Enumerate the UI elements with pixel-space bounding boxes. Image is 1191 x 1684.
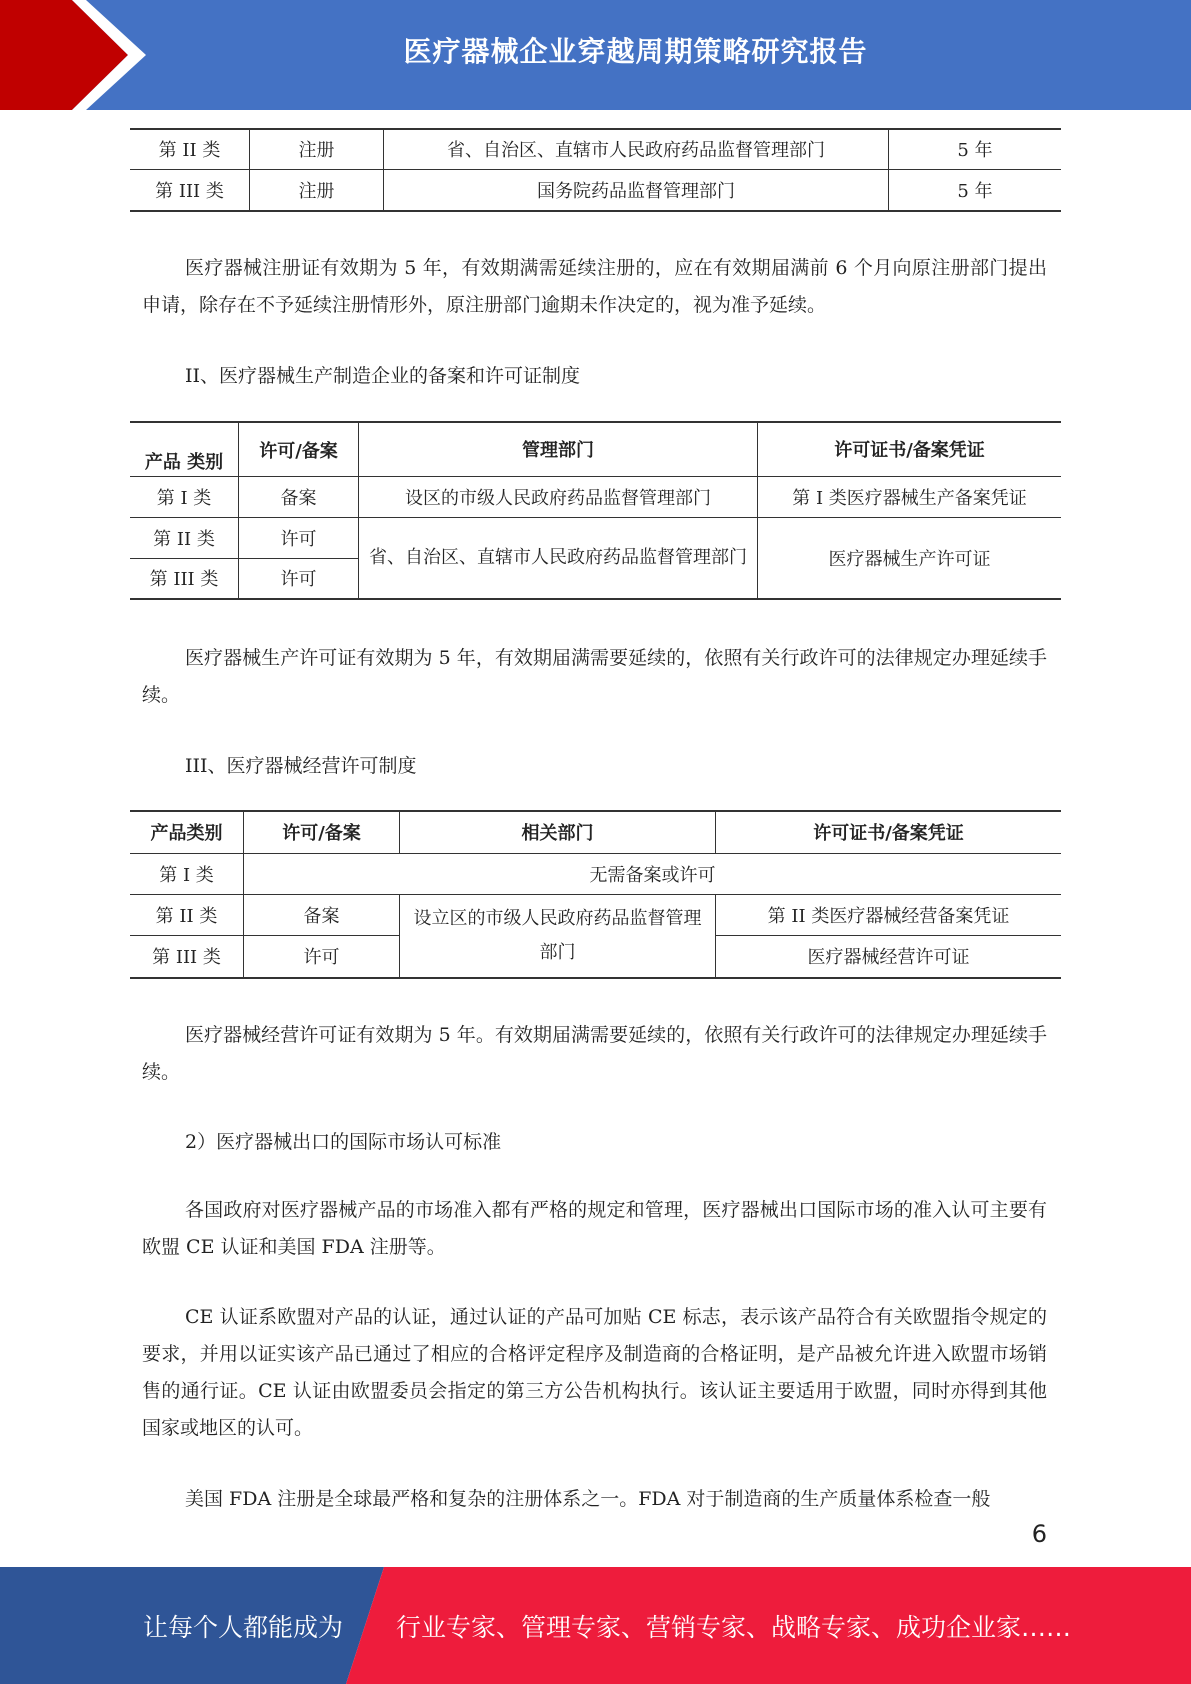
page-number: 6 bbox=[1031, 1520, 1047, 1548]
table-cell: 注册 bbox=[250, 169, 384, 211]
section-heading-production: II、医疗器械生产制造企业的备案和许可证制度 bbox=[185, 365, 581, 387]
table-cell: 设区的市级人民政府药品监督管理部门 bbox=[359, 476, 758, 517]
table-cell: 设立区的市级人民政府药品监督管理部门 bbox=[400, 894, 716, 978]
table-cell: 医疗器械生产许可证 bbox=[758, 517, 1062, 599]
table-cell: 省、自治区、直辖市人民政府药品监督管理部门 bbox=[359, 517, 758, 599]
table-header-row bbox=[130, 811, 1061, 853]
column-header: 许可/备案 bbox=[244, 811, 400, 853]
table-cell: 无需备案或许可 bbox=[244, 853, 1062, 894]
section-heading-operation: III、医疗器械经营许可制度 bbox=[185, 755, 417, 777]
table-cell: 备案 bbox=[244, 894, 400, 935]
table-row bbox=[130, 853, 1061, 894]
registration-table bbox=[130, 128, 1061, 212]
paragraph-production-validity: 医疗器械生产许可证有效期为 5 年，有效期届满需要延续的，依照有关行政许可的法律规定办理延续手续。 bbox=[142, 647, 1047, 706]
table-cell: 第 I 类 bbox=[130, 853, 244, 894]
table-cell: 5 年 bbox=[889, 129, 1062, 169]
production-license-table bbox=[130, 421, 1061, 600]
paragraph-fda-registration: 美国 FDA 注册是全球最严格和复杂的注册体系之一。FDA 对于制造商的生产质量体系检查一般 bbox=[185, 1488, 991, 1510]
column-header: 许可证书/备案凭证 bbox=[758, 422, 1062, 476]
footer-slogan-right: 行业专家、管理专家、营销专家、战略专家、成功企业家…… bbox=[396, 1613, 1072, 1642]
table-cell: 第 III 类 bbox=[130, 558, 239, 599]
table-cell: 第 II 类医疗器械经营备案凭证 bbox=[716, 894, 1062, 935]
report-title: 医疗器械企业穿越周期策略研究报告 bbox=[403, 35, 868, 68]
column-header: 管理部门 bbox=[359, 422, 758, 476]
table-cell: 第 II 类 bbox=[130, 517, 239, 558]
table-row bbox=[130, 129, 1061, 169]
operation-license-table bbox=[130, 810, 1061, 979]
table-cell: 5 年 bbox=[889, 169, 1062, 211]
table-row bbox=[130, 517, 1061, 558]
footer-slogan-left: 让每个人都能成为 bbox=[143, 1613, 344, 1642]
paragraph-operation-validity: 医疗器械经营许可证有效期为 5 年。有效期届满需要延续的，依照有关行政许可的法律规定办理延续手续。 bbox=[142, 1024, 1047, 1083]
table-cell: 注册 bbox=[250, 129, 384, 169]
table-cell: 第 III 类 bbox=[130, 169, 250, 211]
page-header bbox=[0, 0, 1191, 110]
paragraph-registration-validity: 医疗器械注册证有效期为 5 年，有效期满需延续注册的，应在有效期届满前 6 个月向原注册部门提出申请，除存在不予延续注册情形外，原注册部门逾期未作决定的，视为准予延续。 bbox=[142, 257, 1047, 316]
table-row bbox=[130, 169, 1061, 211]
paragraph-ce-certification: CE 认证系欧盟对产品的认证，通过认证的产品可加贴 CE 标志，表示该产品符合有关欧盟指令规定的要求，并用以证实该产品已通过了相应的合格评定程序及制造商的合格证明，是产品被允许进入欧盟市场销售的通行证。CE 认证由欧盟委员会指定的第三方公告机构执行。该认证主要适用于欧盟，同时亦得到其他国家或地区的认可。 bbox=[142, 1306, 1047, 1439]
table-cell: 第 I 类医疗器械生产备案凭证 bbox=[758, 476, 1062, 517]
table-cell: 许可 bbox=[239, 558, 359, 599]
column-header: 产品 类别 bbox=[130, 422, 239, 476]
column-header: 相关部门 bbox=[400, 811, 716, 853]
table-cell: 省、自治区、直辖市人民政府药品监督管理部门 bbox=[384, 129, 889, 169]
column-header: 许可/备案 bbox=[239, 422, 359, 476]
column-header: 产品类别 bbox=[130, 811, 244, 853]
table-cell: 医疗器械经营许可证 bbox=[716, 935, 1062, 978]
table-cell: 国务院药品监督管理部门 bbox=[384, 169, 889, 211]
table-cell: 第 I 类 bbox=[130, 476, 239, 517]
table-cell: 第 II 类 bbox=[130, 129, 250, 169]
table-cell: 备案 bbox=[239, 476, 359, 517]
table-cell: 许可 bbox=[244, 935, 400, 978]
table-row bbox=[130, 894, 1061, 935]
table-cell: 第 II 类 bbox=[130, 894, 244, 935]
table-row bbox=[130, 476, 1061, 517]
paragraph-market-access: 各国政府对医疗器械产品的市场准入都有严格的规定和管理，医疗器械出口国际市场的准入认可主要有欧盟 CE 认证和美国 FDA 注册等。 bbox=[142, 1199, 1047, 1258]
section-heading-export: 2）医疗器械出口的国际市场认可标准 bbox=[185, 1131, 502, 1153]
table-cell: 许可 bbox=[239, 517, 359, 558]
page-footer bbox=[0, 1567, 1191, 1684]
column-header: 许可证书/备案凭证 bbox=[716, 811, 1062, 853]
table-header-row bbox=[130, 422, 1061, 476]
table-cell: 第 III 类 bbox=[130, 935, 244, 978]
